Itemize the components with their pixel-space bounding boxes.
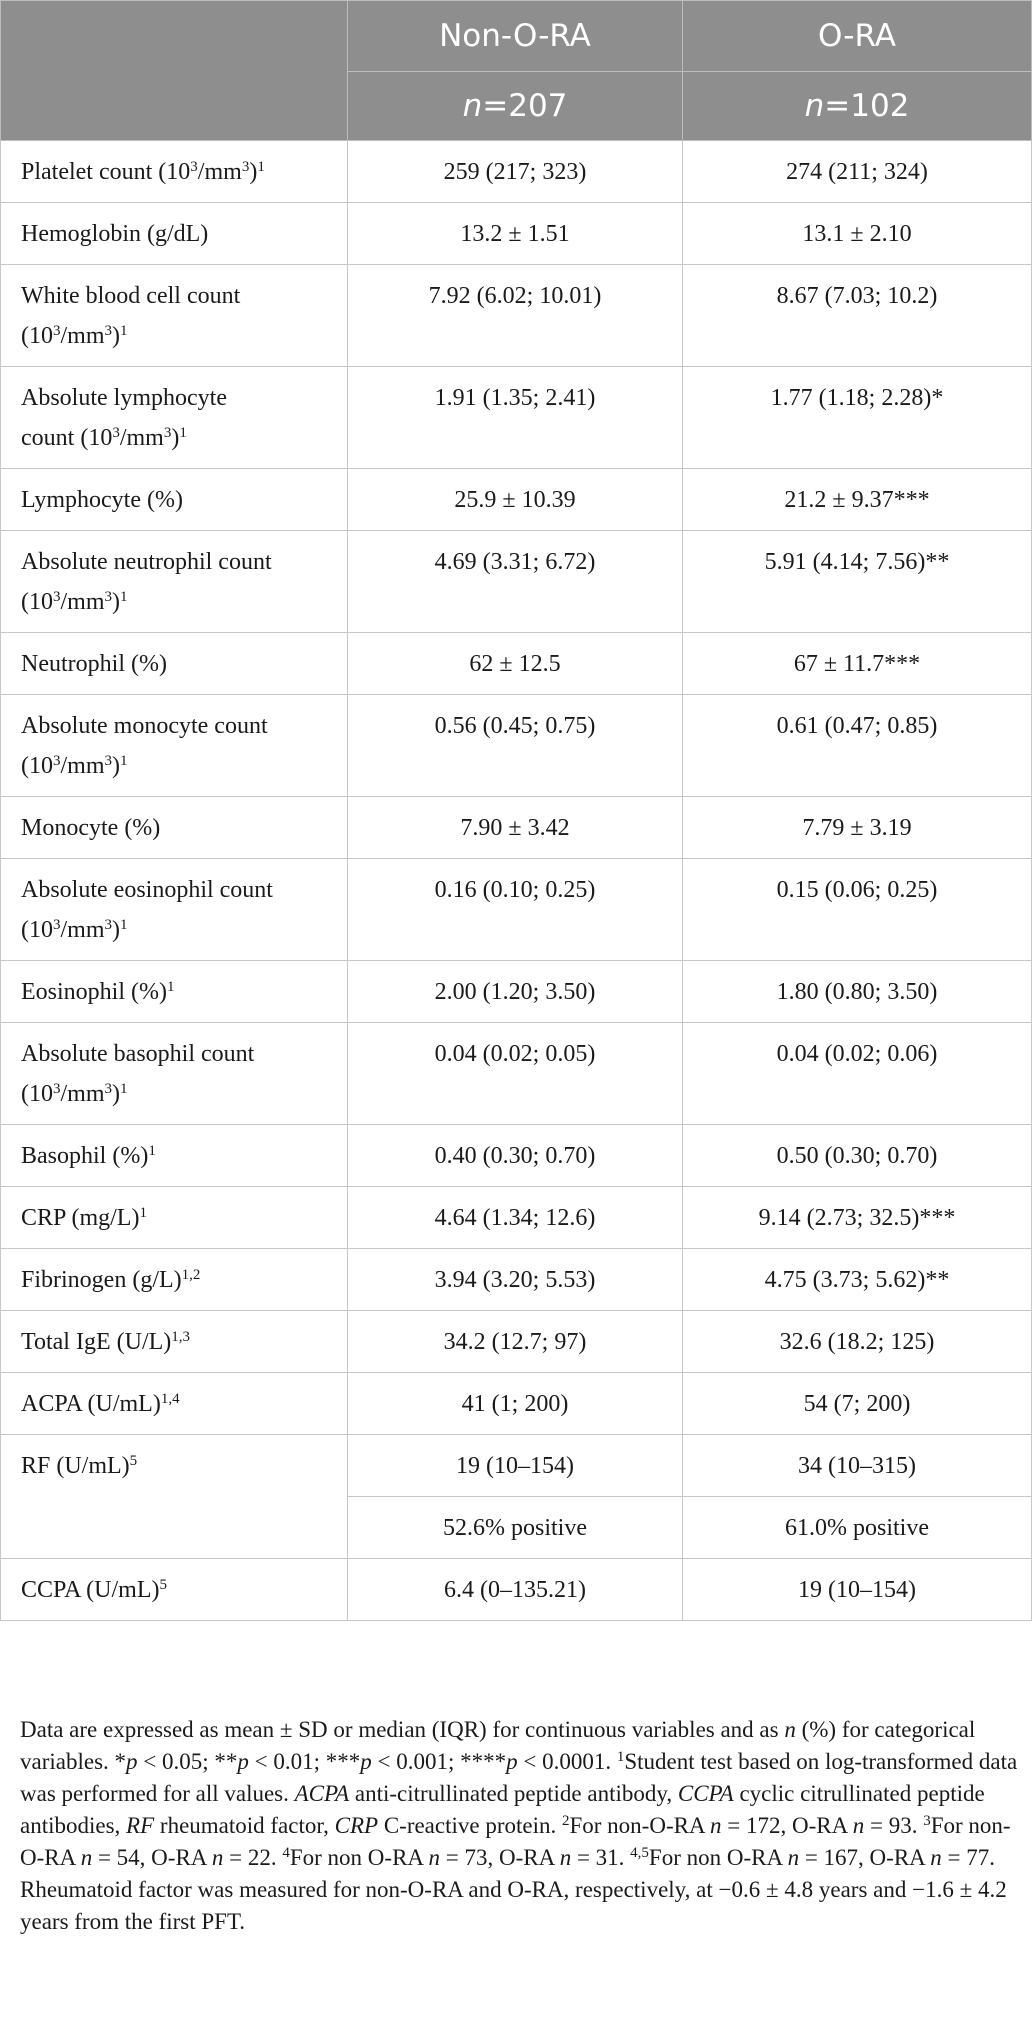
non-ora-value: 62 ± 12.5 [348, 633, 683, 695]
non-ora-value: 52.6% positive [348, 1497, 683, 1559]
row-label: White blood cell count $(10^3/mm^3)^1$ [1, 265, 348, 367]
ora-value: 0.15 (0.06; 0.25) [683, 859, 1032, 961]
non-ora-value: 7.92 (6.02; 10.01) [348, 265, 683, 367]
ora-value: 54 (7; 200) [683, 1373, 1032, 1435]
table-row [1, 203, 1032, 265]
table-row [1, 695, 1032, 797]
ora-value: 34 (10–315) [683, 1435, 1032, 1497]
table-row [1, 1435, 1032, 1497]
table-row [1, 141, 1032, 203]
non-ora-value: 4.69 (3.31; 6.72) [348, 531, 683, 633]
ora-value: 5.91 (4.14; 7.56)** [683, 531, 1032, 633]
ora-value: 32.6 (18.2; 125) [683, 1311, 1032, 1373]
row-label: Basophil (%)$^1$ [1, 1125, 348, 1187]
ora-value: 8.67 (7.03; 10.2) [683, 265, 1032, 367]
non-ora-value: 4.64 (1.34; 12.6) [348, 1187, 683, 1249]
row-label: Absolute lymphocyte count $(10^3/mm^3)^1$ [1, 367, 348, 469]
table-row [1, 859, 1032, 961]
row-label [1, 1497, 348, 1559]
table-row [1, 1125, 1032, 1187]
ora-value: 13.1 ± 2.10 [683, 203, 1032, 265]
row-label: Fibrinogen $(g/L)^{1,2}$ [1, 1249, 348, 1311]
table-row [1, 531, 1032, 633]
non-ora-value: 25.9 ± 10.39 [348, 469, 683, 531]
ora-value: 0.04 (0.02; 0.06) [683, 1023, 1032, 1125]
table-row [1, 265, 1032, 367]
row-label: Hemoglobin (g/dL) [1, 203, 348, 265]
row-label: Monocyte (%) [1, 797, 348, 859]
table-row [1, 797, 1032, 859]
ora-value: 9.14 (2.73; 32.5)*** [683, 1187, 1032, 1249]
ora-value: 19 (10–154) [683, 1559, 1032, 1621]
non-ora-value: 259 (217; 323) [348, 141, 683, 203]
row-label: Platelet count $(10^3/mm^3)^1$ [1, 141, 348, 203]
header-corner [1, 1, 348, 141]
table-row [1, 1249, 1032, 1311]
row-label: Absolute monocyte count $(10^3/mm^3)^1$ [1, 695, 348, 797]
ora-value: 7.79 ± 3.19 [683, 797, 1032, 859]
non-ora-value: 13.2 ± 1.51 [348, 203, 683, 265]
non-ora-value: 0.04 (0.02; 0.05) [348, 1023, 683, 1125]
table-row [1, 1023, 1032, 1125]
header-ora: O-RA [683, 1, 1032, 72]
header-non-ora-n: n=207 [348, 72, 683, 141]
table-body [1, 141, 1032, 1621]
table-row [1, 1497, 1032, 1559]
non-ora-value: 2.00 (1.20; 3.50) [348, 961, 683, 1023]
row-label: RF $(U/mL)^5$ [1, 1435, 348, 1497]
table-row [1, 469, 1032, 531]
table-row [1, 1559, 1032, 1621]
ora-value: 67 ± 11.7*** [683, 633, 1032, 695]
ora-value: 4.75 (3.73; 5.62)** [683, 1249, 1032, 1311]
header-ora-n: n=102 [683, 72, 1032, 141]
row-label: Absolute neutrophil count $(10^3/mm^3)^1$ [1, 531, 348, 633]
non-ora-value: 1.91 (1.35; 2.41) [348, 367, 683, 469]
table-row [1, 1187, 1032, 1249]
ora-value: 0.50 (0.30; 0.70) [683, 1125, 1032, 1187]
row-label: Lymphocyte (%) [1, 469, 348, 531]
ora-value: 1.80 (0.80; 3.50) [683, 961, 1032, 1023]
ora-value: 0.61 (0.47; 0.85) [683, 695, 1032, 797]
header-non-ora: Non-O-RA [348, 1, 683, 72]
row-label: CRP $(mg/L)^1$ [1, 1187, 348, 1249]
table-row [1, 1373, 1032, 1435]
ora-value: 21.2 ± 9.37*** [683, 469, 1032, 531]
non-ora-value: 0.40 (0.30; 0.70) [348, 1125, 683, 1187]
ora-value: 274 (211; 324) [683, 141, 1032, 203]
non-ora-value: 7.90 ± 3.42 [348, 797, 683, 859]
row-label: Eosinophil (%)$^1$ [1, 961, 348, 1023]
table-row [1, 633, 1032, 695]
row-label: Neutrophil (%) [1, 633, 348, 695]
non-ora-value: 34.2 (12.7; 97) [348, 1311, 683, 1373]
row-label: Total IgE $(U/L)^{1,3}$ [1, 1311, 348, 1373]
table-row [1, 961, 1032, 1023]
non-ora-value: 3.94 (3.20; 5.53) [348, 1249, 683, 1311]
non-ora-value: 19 (10–154) [348, 1435, 683, 1497]
table-row [1, 1311, 1032, 1373]
non-ora-value: 0.56 (0.45; 0.75) [348, 695, 683, 797]
row-label: Absolute eosinophil count $(10^3/mm^3)^1$ [1, 859, 348, 961]
row-label: Absolute basophil count $(10^3/mm^3)^1$ [1, 1023, 348, 1125]
table-row [1, 367, 1032, 469]
ora-value: 1.77 (1.18; 2.28)* [683, 367, 1032, 469]
row-label: CCPA $(U/mL)^5$ [1, 1559, 348, 1621]
non-ora-value: 6.4 (0–135.21) [348, 1559, 683, 1621]
ora-value: 61.0% positive [683, 1497, 1032, 1559]
header-row-groups [1, 1, 1032, 72]
non-ora-value: 41 (1; 200) [348, 1373, 683, 1435]
row-label: ACPA $(U/mL)^{1,4}$ [1, 1373, 348, 1435]
table-footnote: Data are expressed as mean ± SD or median (IQR) for continuous variables and as n (%) for categorical variables. *p < 0.05; **p < 0.01; ***p < 0.001; ****p < 0.0001. $^1$Student test based on log-transformed data was performed for all values. ACPA anti-citrullinated peptide antibody, CCPA cyclic citrullinated peptide antibodies, RF rheumatoid factor, CRP C-reactive protein. $^2$For non-O-RA n = 172, O-RA n = 93. $^3$For non-O-RA n = 54, O-RA n = 22. $^4$For non O-RA n = 73, O-RA n = 31. $^{4,5}$For non O-RA n = 167, O-RA n = 77. Rheumatoid factor was measured for non-O-RA and O-RA, respectively, at −0.6 ± 4.8 years and −1.6 ± 4.2 years from the first PFT. [20, 1717, 1018, 1934]
non-ora-value: 0.16 (0.10; 0.25) [348, 859, 683, 961]
